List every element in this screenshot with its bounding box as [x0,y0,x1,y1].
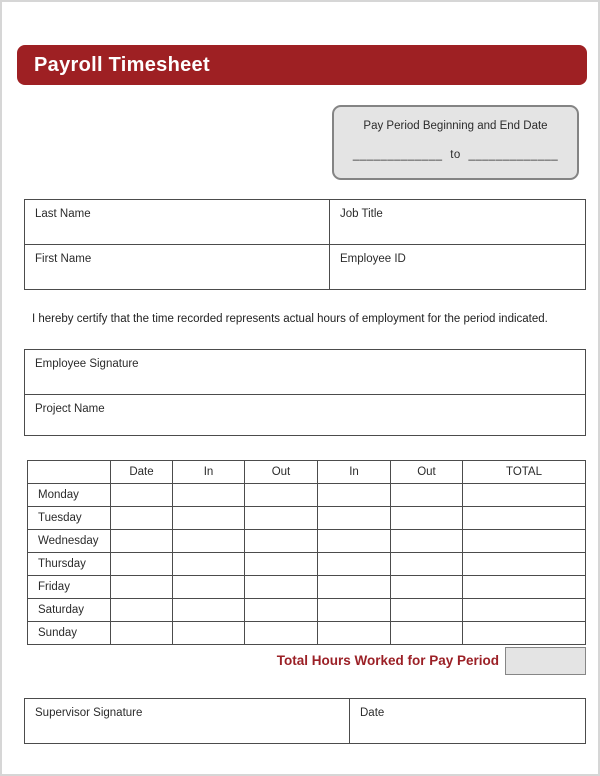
approval-table [24,698,586,744]
time-cell[interactable] [318,622,391,645]
table-row [25,350,586,395]
time-cell[interactable] [391,530,463,553]
table-row [25,395,586,436]
col-header-total: TOTAL [463,461,586,484]
table-row-monday [28,484,586,507]
total-hours-row [27,646,586,675]
col-header-out-2: Out [391,461,463,484]
time-cell[interactable] [391,622,463,645]
first-name-label: First Name [35,253,92,265]
time-cell[interactable] [111,599,173,622]
approval-date-field[interactable] [350,699,586,744]
time-cell[interactable] [463,622,586,645]
first-name-field[interactable] [25,245,330,290]
time-cell[interactable] [391,576,463,599]
time-cell[interactable] [173,530,245,553]
time-cell[interactable] [173,553,245,576]
time-cell[interactable] [463,576,586,599]
pay-period-box [332,105,579,180]
job-title-label: Job Title [340,208,383,220]
time-cell[interactable] [173,507,245,530]
time-cell[interactable] [111,553,173,576]
pay-period-start-blank[interactable]: _____________ [352,149,443,161]
pay-period-to-text: to [450,149,461,161]
col-header-date: Date [111,461,173,484]
time-cell[interactable] [173,576,245,599]
page-title: Payroll Timesheet [34,53,210,76]
table-row-wednesday [28,530,586,553]
employee-info-table [24,199,586,290]
time-cell[interactable] [318,507,391,530]
time-cell[interactable] [111,622,173,645]
weekly-time-table [27,460,586,645]
time-cell[interactable] [245,484,318,507]
employee-signature-label: Employee Signature [35,358,139,370]
table-row-saturday [28,599,586,622]
time-cell[interactable] [463,553,586,576]
certification-statement: I hereby certify that the time recorded represents actual hours of employment for the period indicated. [32,313,548,325]
time-cell[interactable] [173,622,245,645]
time-cell[interactable] [318,484,391,507]
col-header-blank [28,461,111,484]
time-cell[interactable] [391,599,463,622]
time-cell[interactable] [173,599,245,622]
signature-table [24,349,586,436]
time-cell[interactable] [173,484,245,507]
table-row [25,699,586,744]
time-cell[interactable] [245,553,318,576]
total-hours-cell[interactable] [505,647,586,675]
pay-period-end-blank[interactable]: _____________ [468,149,559,161]
employee-id-label: Employee ID [340,253,406,265]
time-cell[interactable] [318,553,391,576]
time-cell[interactable] [111,530,173,553]
time-cell[interactable] [463,530,586,553]
table-row [25,245,586,290]
table-row-sunday [28,622,586,645]
total-hours-label: Total Hours Worked for Pay Period [276,653,499,668]
time-cell[interactable] [111,576,173,599]
time-cell[interactable] [245,530,318,553]
table-row [25,200,586,245]
project-name-label: Project Name [35,403,105,415]
day-label-monday: Monday [28,484,111,507]
table-row-thursday [28,553,586,576]
time-cell[interactable] [463,484,586,507]
last-name-field[interactable] [25,200,330,245]
day-label-thursday: Thursday [28,553,111,576]
time-cell[interactable] [111,484,173,507]
job-title-field[interactable] [330,200,586,245]
time-cell[interactable] [245,576,318,599]
time-cell[interactable] [245,622,318,645]
time-cell[interactable] [391,553,463,576]
time-cell[interactable] [245,599,318,622]
supervisor-signature-field[interactable] [25,699,350,744]
time-cell[interactable] [318,599,391,622]
week-table-header-row [28,461,586,484]
col-header-out-1: Out [245,461,318,484]
pay-period-blanks [334,149,577,161]
pay-period-label: Pay Period Beginning and End Date [363,120,548,132]
last-name-label: Last Name [35,208,91,220]
table-row-friday [28,576,586,599]
time-cell[interactable] [391,484,463,507]
employee-signature-field[interactable] [25,350,586,395]
project-name-field[interactable] [25,395,586,436]
day-label-wednesday: Wednesday [28,530,111,553]
day-label-sunday: Sunday [28,622,111,645]
supervisor-signature-label: Supervisor Signature [35,707,143,719]
time-cell[interactable] [391,507,463,530]
time-cell[interactable] [318,576,391,599]
time-cell[interactable] [463,599,586,622]
page-title-banner [17,45,587,85]
col-header-in-2: In [318,461,391,484]
employee-id-field[interactable] [330,245,586,290]
col-header-in-1: In [173,461,245,484]
day-label-friday: Friday [28,576,111,599]
day-label-tuesday: Tuesday [28,507,111,530]
table-row-tuesday [28,507,586,530]
time-cell[interactable] [111,507,173,530]
time-cell[interactable] [245,507,318,530]
time-cell[interactable] [463,507,586,530]
day-label-saturday: Saturday [28,599,111,622]
time-cell[interactable] [318,530,391,553]
approval-date-label: Date [360,707,385,719]
